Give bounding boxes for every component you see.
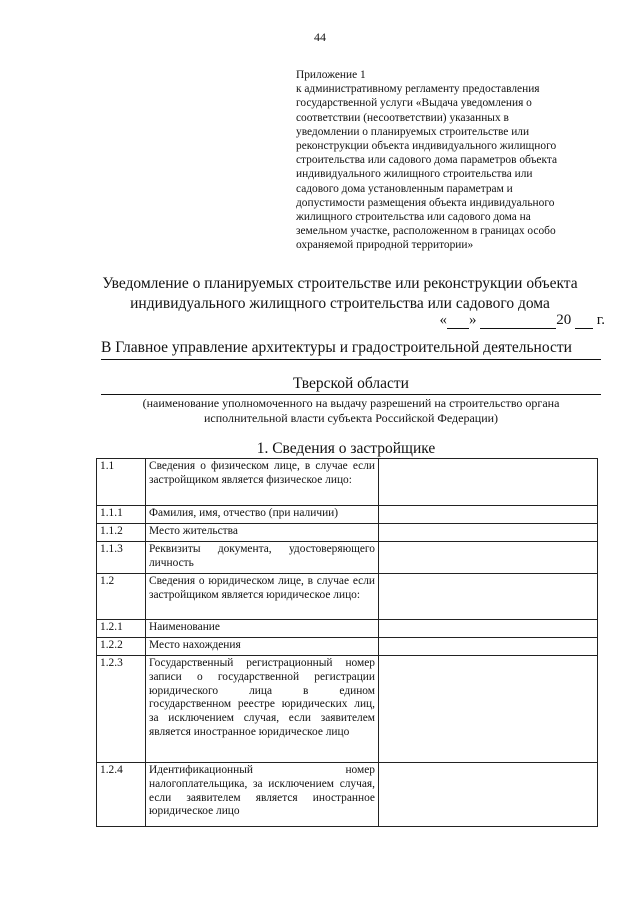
table-row: [97, 524, 598, 542]
date-close-quote: »: [469, 312, 477, 328]
table-row: [97, 656, 598, 763]
row-label: Реквизиты документа, удостоверяющего личность: [146, 542, 379, 574]
region-note-line-1: (наименование уполномоченного на выдачу разрешений на строительство органа: [142, 396, 560, 410]
appendix-line: соответствии (несоответствии) указанных в: [296, 111, 509, 124]
title-line-2: индивидуального жилищного строительства или садового дома: [130, 295, 550, 312]
row-value-cell[interactable]: [379, 524, 598, 542]
table-row: [97, 574, 598, 620]
appendix-header: [296, 68, 599, 253]
date-month-blank[interactable]: [480, 314, 556, 329]
table-row: [97, 506, 598, 524]
row-value-cell[interactable]: [379, 638, 598, 656]
developer-info-table: [96, 458, 598, 827]
appendix-line: жилищного строительства или садового дома на: [296, 211, 531, 224]
date-year-blank[interactable]: [575, 314, 593, 329]
appendix-line: допустимости размещения объекта индивидуального: [296, 196, 555, 209]
appendix-line: к административному регламенту предоставления: [296, 83, 540, 96]
appendix-line: индивидуального жилищного строительства или: [296, 168, 533, 181]
row-value-cell[interactable]: [379, 620, 598, 638]
section-title: 1. Сведения о застройщике: [256, 440, 436, 457]
table-row: [97, 763, 598, 827]
document-title: [70, 274, 610, 314]
row-label: Сведения о юридическом лице, в случае если застройщиком является юридическое лицо:: [146, 574, 379, 620]
date-day-blank[interactable]: [447, 314, 469, 329]
row-number: 1.1.1: [97, 506, 146, 524]
appendix-line: строительства или садового дома параметров объекта: [296, 154, 558, 167]
row-value-cell[interactable]: [379, 506, 598, 524]
page-number: 44: [314, 30, 326, 44]
row-label: Место жительства: [146, 524, 379, 542]
row-number: 1.2.1: [97, 620, 146, 638]
table-row: [97, 459, 598, 506]
appendix-line: земельном участке, расположенном в границах особо: [296, 225, 556, 238]
region-note: [101, 396, 601, 426]
row-value-cell[interactable]: [379, 656, 598, 763]
addressee-line: В Главное управление архитектуры и градостроительной деятельности: [101, 339, 601, 360]
row-label: Идентификационный номер налогоплательщика, за исключением случая, если заявителем является иностранное юридическое лицо: [146, 763, 379, 827]
row-number: 1.1.2: [97, 524, 146, 542]
appendix-line: охраняемой природной территории»: [296, 239, 474, 252]
row-label: Фамилия, имя, отчество (при наличии): [146, 506, 379, 524]
date-field: [390, 312, 605, 329]
table-row: [97, 620, 598, 638]
row-label: Наименование: [146, 620, 379, 638]
appendix-line: уведомлении о планируемых строительстве или: [296, 125, 530, 138]
row-value-cell[interactable]: [379, 763, 598, 827]
date-open-quote: «: [439, 312, 448, 328]
date-year-prefix: 20: [556, 312, 572, 328]
row-value-cell[interactable]: [379, 574, 598, 620]
appendix-line: садового дома установленным параметрам и: [296, 182, 513, 195]
region-note-line-2: исполнительной власти субъекта Российской Федерации): [203, 411, 499, 425]
row-number: 1.1.3: [97, 542, 146, 574]
row-number: 1.2.2: [97, 638, 146, 656]
row-value-cell[interactable]: [379, 459, 598, 506]
row-value-cell[interactable]: [379, 542, 598, 574]
row-label: Сведения о физическом лице, в случае если застройщиком является физическое лицо:: [146, 459, 379, 506]
title-line-1: Уведомление о планируемых строительстве или реконструкции объекта: [102, 275, 578, 292]
appendix-line: государственной услуги «Выдача уведомления о: [296, 97, 532, 110]
region-line: Тверской области: [101, 375, 601, 395]
row-label: Государственный регистрационный номер записи о государственной регистрации юридического лица в едином государственном реестре юридических лиц, за исключением случая, если заявителем является иностранное юридическое лицо: [146, 656, 379, 763]
table-row: [97, 542, 598, 574]
row-number: 1.1: [97, 459, 146, 506]
row-label: Место нахождения: [146, 638, 379, 656]
appendix-line: Приложение 1: [296, 69, 366, 81]
date-year-suffix: г.: [596, 312, 605, 328]
row-number: 1.2.3: [97, 656, 146, 763]
appendix-line: реконструкции объекта индивидуального жилищного: [296, 140, 557, 153]
table-row: [97, 638, 598, 656]
row-number: 1.2: [97, 574, 146, 620]
row-number: 1.2.4: [97, 763, 146, 827]
